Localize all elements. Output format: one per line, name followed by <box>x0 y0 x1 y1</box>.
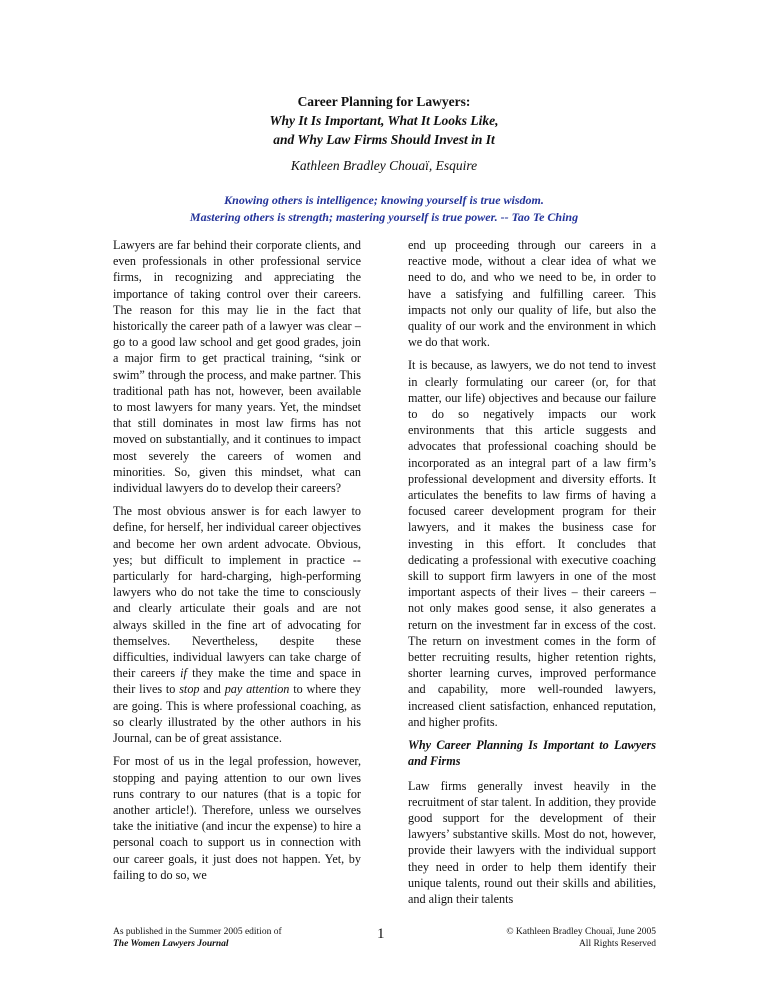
epigraph-line-2: Mastering others is strength; mastering yourself is true power. -- Tao Te Ching <box>189 210 579 224</box>
author-byline: Kathleen Bradley Chouaï, Esquire <box>290 158 478 173</box>
emphasis-stop: stop <box>179 682 200 697</box>
emphasis-if: if <box>180 666 187 681</box>
right-paragraph-3: Law firms generally invest heavily in the recruitment of star talent. In addition, they provide good support for the development of their lawyers’ substantive skills. Most do not, however, provide their lawyers with the individual support they need in order to help them identify their unique talents, round out their skills and abilities, and align their talents <box>408 778 656 906</box>
right-paragraph-1: end up proceeding through our careers in a reactive mode, without a clear idea of what we need to do, and who we need to be, in order to have a satisfying and fulfilling career. This impacts not only our quality of life, but also the quality of our work and the environment in which we do that work. <box>408 238 656 350</box>
title-line-3: and Why Law Firms Should Invest in It <box>273 132 495 147</box>
footer-publication-line: As published in the Summer 2005 edition of <box>113 927 282 937</box>
footer-rights-line: All Rights Reserved <box>578 939 656 949</box>
title-line-2: Why It Is Important, What It Looks Like, <box>269 113 499 128</box>
right-column <box>408 237 656 914</box>
text-run: and <box>203 682 221 697</box>
article-title <box>100 92 668 149</box>
epigraph-quote <box>100 192 668 226</box>
section-heading: Why Career Planning Is Important to Lawyers and Firms <box>408 738 656 769</box>
left-paragraph-3: For most of us in the legal profession, however, stopping and paying attention to our own lives runs contrary to our natures (that is a topic for another article!). Therefore, unless we ourselves take the initiative (and incur the expense) to hire a personal coach to support us in connection with our career goals, it just does not happen. Yet, by failing to do so, we <box>113 754 361 882</box>
left-column <box>113 237 361 890</box>
text-run: The most obvious answer is for each lawyer to define, for herself, her individual career objectives and become her own ardent advocate. Obvious, yes; but difficult to implement in practice -- particularly for hard-charging, high-performing lawyers who do not take the time to consciously and clearly articulate their goals and are not always skilled in the fine art of advocating for themselves. Nevertheless, despite these difficulties, individual lawyers can take charge of their careers <box>113 504 361 681</box>
footer-copyright <box>480 926 656 950</box>
right-paragraph-2: It is because, as lawyers, we do not tend to invest in clearly formulating our career (or, for that matter, our life) objectives and because our failure to do so negatively impacts our work environments that this article suggests and advocates that professional coaching should be incorporated as an integral part of a law firm’s professional development and diversity efforts. It articulates the benefits to law firms of having a focused career development program for their lawyers, and it makes the business case for investing in this effort. It concludes that dedicating a professional with executive coaching skill to support firm lawyers in one of the most important aspects of their lives – their careers – not only makes good sense, it also generates a return on the investment far in excess of the cost. The return on investment comes in the form of better recruiting results, higher retention rights, shorter learning curves, improved performance and capability, more well-rounded lawyers, increased client satisfaction, enhanced reputation, and higher profits. <box>408 358 656 729</box>
page-number: 1 <box>377 926 385 942</box>
footer-publication <box>113 926 282 950</box>
footer-journal-name: The Women Lawyers Journal <box>113 939 229 949</box>
text-run: to where they are going. This is where professional coaching, as so clearly illustrated by the other authors in his Journal, can be of great assistance. <box>113 682 361 746</box>
left-paragraph-1: Lawyers are far behind their corporate clients, and even professionals in other professional service firms, in recognizing and appreciating the importance of taking control over their careers. The reason for this may lie in the fact that historically the career path of a lawyer was clear – go to a good law school and get good grades, join a major firm to get practical training, “sink or swim” through the process, and make partner. This traditional path has not, however, been available to most lawyers for many years. Yet, the mindset that still dominates in most law firms has not moved on substantially, and it continues to impact most severely the careers of women and minorities. So, given this mindset, what can individual lawyers do to develop their careers? <box>113 238 361 496</box>
emphasis-pay-attention: pay attention <box>224 682 290 697</box>
title-line-1: Career Planning for Lawyers: <box>297 94 471 109</box>
epigraph-line-1: Knowing others is intelligence; knowing yourself is true wisdom. <box>224 193 544 207</box>
left-paragraph-2 <box>113 503 361 746</box>
text-run: they make the time and space in their lives to <box>113 666 362 697</box>
footer-copyright-line: © Kathleen Bradley Chouaï, June 2005 <box>506 927 656 937</box>
